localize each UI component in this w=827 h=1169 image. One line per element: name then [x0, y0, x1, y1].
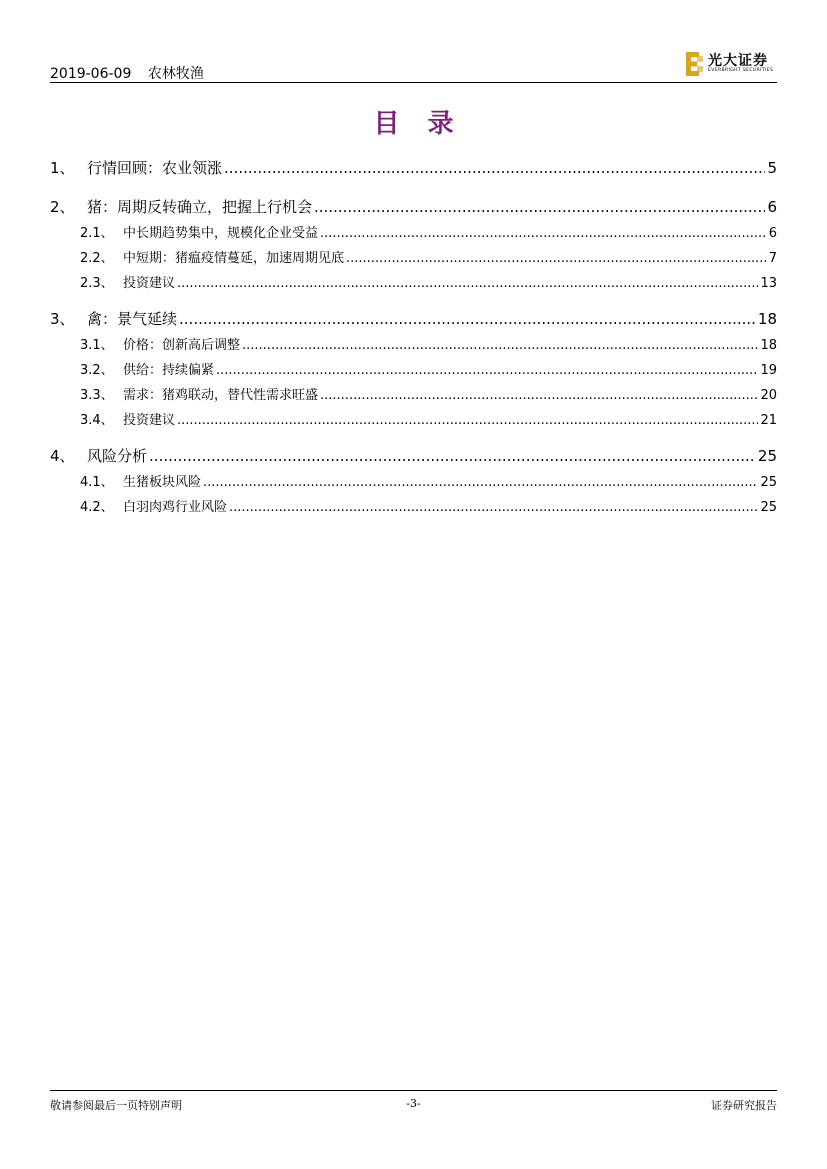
toc-dot-leader [314, 198, 765, 216]
report-date: 2019-06-09 [50, 66, 132, 82]
footer-report-type: 证券研究报告 [711, 1099, 777, 1112]
footer-divider [50, 1090, 777, 1091]
toc-entry-number: 3.1、 [80, 338, 114, 353]
toc-entry-page: 18 [757, 310, 777, 328]
toc-subsection[interactable] [80, 496, 777, 515]
toc-entry-page: 5 [767, 159, 777, 177]
toc-entry-page: 18 [760, 338, 777, 353]
toc-title: 目录 [373, 109, 482, 139]
toc-dot-leader [203, 475, 758, 490]
toc-entry-number: 2、 [50, 198, 75, 216]
toc-dot-leader [320, 226, 767, 241]
toc-entry-title: 中长期趋势集中，规模化企业受益 [123, 226, 319, 241]
toc-dot-leader [229, 500, 758, 515]
toc-entry-number: 3.3、 [80, 388, 114, 403]
toc-dot-leader [149, 447, 756, 465]
toc-entry-number: 2.3、 [80, 276, 114, 291]
toc-subsection[interactable] [80, 471, 777, 490]
toc-entry-number: 4.2、 [80, 500, 114, 515]
toc-entry-page: 7 [768, 251, 777, 266]
toc-entry-page: 20 [760, 388, 777, 403]
toc-subsection[interactable] [80, 247, 777, 266]
toc-section[interactable] [50, 157, 777, 178]
toc-entry-title: 投资建议 [123, 276, 176, 291]
toc-entry-title: 中短期：猪瘟疫情蔓延，加速周期见底 [123, 251, 345, 266]
toc-section[interactable] [50, 308, 777, 329]
toc-entry-title: 供给：持续偏紧 [123, 363, 215, 378]
toc-dot-leader [346, 251, 767, 266]
toc-entry-title: 行情回顾：农业领涨 [87, 159, 223, 177]
toc-entry-number: 2.1、 [80, 226, 114, 241]
toc-entry-page: 21 [760, 413, 777, 428]
toc-entry-title: 价格：创新高后调整 [123, 338, 241, 353]
toc-entry-title: 风险分析 [87, 447, 148, 465]
toc-entry-title: 禽：景气延续 [87, 310, 178, 328]
toc-entry-number: 4、 [50, 447, 75, 465]
toc-entry-number: 2.2、 [80, 251, 114, 266]
toc-entry-number: 3.2、 [80, 363, 114, 378]
toc-subsection[interactable] [80, 359, 777, 378]
footer-disclaimer: 敬请参阅最后一页特别声明 [50, 1099, 182, 1112]
toc-entry-title: 投资建议 [123, 413, 176, 428]
report-sector: 农林牧渔 [147, 66, 204, 82]
toc-dot-leader [242, 338, 758, 353]
logo-english-name: EVERBRIGHT SECURITIES [708, 68, 774, 73]
toc-entry-number: 1、 [50, 159, 75, 177]
toc-entry-page: 25 [757, 447, 777, 465]
toc-subsection[interactable] [80, 384, 777, 403]
toc-dot-leader [179, 310, 756, 328]
toc-entry-page: 19 [760, 363, 777, 378]
toc-entry-page: 6 [768, 226, 777, 241]
toc-subsection[interactable] [80, 222, 777, 241]
toc-entry-page: 6 [767, 198, 777, 216]
toc-entry-number: 3.4、 [80, 413, 114, 428]
everbright-logo-icon [686, 52, 704, 76]
toc-entry-title: 生猪板块风险 [123, 475, 202, 490]
header-divider [50, 82, 777, 83]
logo-chinese-name: 光大证券 [708, 53, 768, 69]
toc-dot-leader [177, 276, 758, 291]
header-info [50, 63, 216, 83]
toc-subsection[interactable] [80, 409, 777, 428]
toc-entry-title: 白羽肉鸡行业风险 [123, 500, 228, 515]
toc-dot-leader [320, 388, 758, 403]
toc-section[interactable] [50, 445, 777, 466]
toc-entry-title: 猪：周期反转确立，把握上行机会 [87, 198, 313, 216]
toc-entry-page: 13 [760, 276, 777, 291]
toc-subsection[interactable] [80, 334, 777, 353]
page-number: -3- [406, 1097, 421, 1110]
toc-subsection[interactable] [80, 272, 777, 291]
toc-section[interactable] [50, 196, 777, 217]
toc-entry-number: 4.1、 [80, 475, 114, 490]
toc-dot-leader [177, 413, 758, 428]
everbright-logo [686, 50, 778, 78]
toc-entry-page: 25 [760, 475, 777, 490]
toc-entry-title: 需求：猪鸡联动，替代性需求旺盛 [123, 388, 319, 403]
toc-entry-page: 25 [760, 500, 777, 515]
toc-dot-leader [224, 159, 765, 177]
toc-dot-leader [216, 363, 758, 378]
toc-entry-number: 3、 [50, 310, 75, 328]
